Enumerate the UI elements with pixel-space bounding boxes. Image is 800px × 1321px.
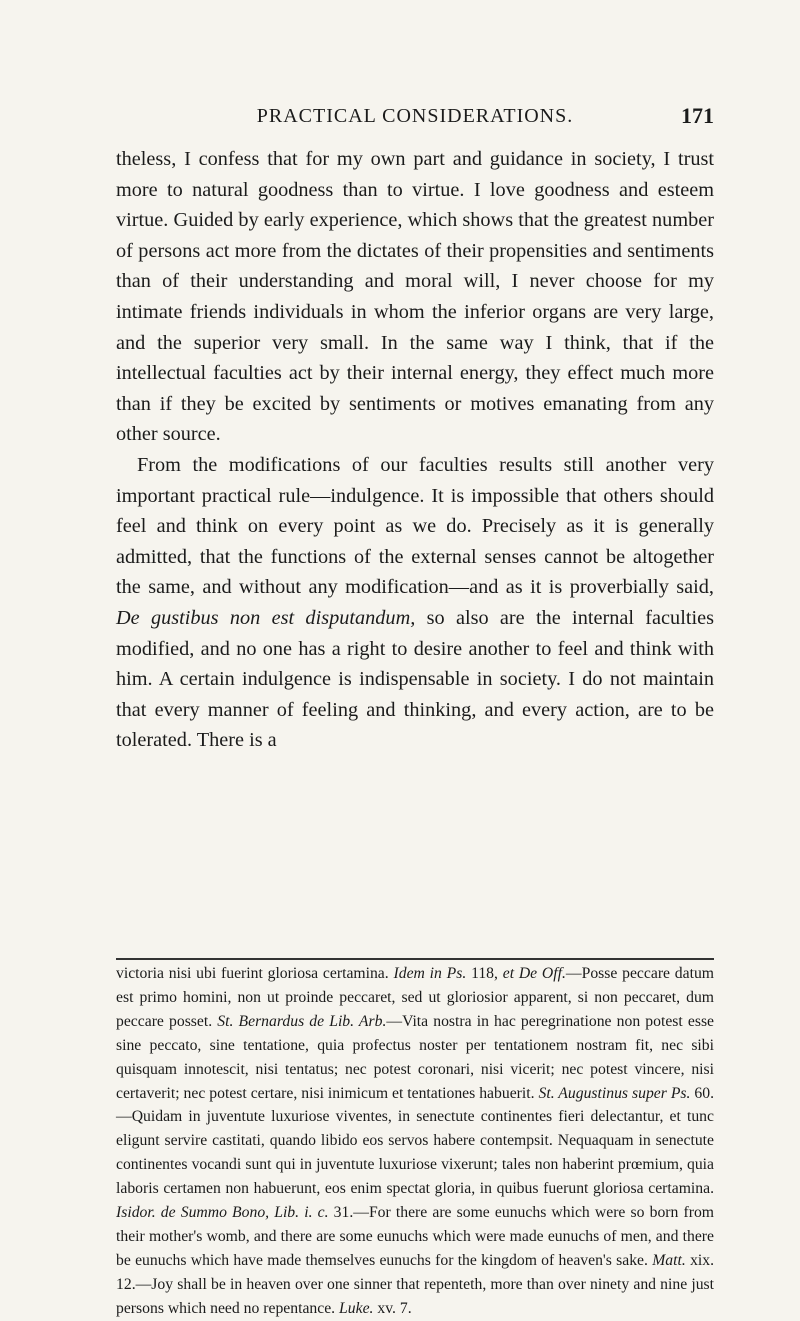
footnote-reference: et De Off.	[502, 965, 566, 982]
footnote-divider	[116, 958, 714, 960]
footnote-reference: Idem in Ps.	[393, 965, 467, 982]
latin-proverb: De gustibus non est disputandum,	[116, 606, 416, 629]
footnote-segment: —Vita nostra in hac peregrinatione non potest esse sine peccato, sine tentatione, quia profectus noster per tentationem nostram fit, nec sibi quisquam innotescit, nisi tentatus; nec potest coronari, nisi vicerit; nec potest vincere, nisi certaverit; nec potest certare, nisi inimicum et tentationes habuerit.	[116, 1012, 715, 1102]
footnote-segment: —Posse peccare datum est primo homini, non ut proinde peccaret, sed ut gloriosior apparent, si non peccaret, dum peccare posset.	[116, 965, 715, 1030]
footnote	[116, 962, 714, 1321]
footnote-reference: St. Augustinus super Ps.	[538, 1084, 691, 1102]
paragraph-2-part-a: From the modifications of our faculties results still another very important practical rule—indulgence. It is impossible that others should feel and think on every point as we do. Precisely as it is generally admitted, that the functions of the external senses cannot be altogether the same, and without any modification—and as it is proverbially said,	[116, 453, 714, 599]
footnote-segment: 118,	[471, 965, 498, 982]
footnote-reference: Isidor. de Summo Bono, Lib. i. c.	[116, 1204, 329, 1222]
page-header	[116, 103, 714, 133]
footnote-reference: Matt.	[652, 1251, 686, 1269]
page-number: 171	[681, 103, 714, 128]
footnote-reference: St. Bernardus de Lib. Arb.	[217, 1012, 387, 1030]
footnote-segment: 60.—Quidam in juventute luxuriose viventes, in senectute continentes fieri delectantur, et tunc eligunt servire castitati, quando libido eos servos habere contempsit. Nequaquam in senectute continentes vocandi sunt qui in juventute luxuriose vixerunt; tales non haberint prœmium, quia laboris certamen non habuerunt, eos enim spectat gloria, in quibus fuerunt gloriosa certamina.	[116, 1084, 715, 1198]
body-text	[116, 144, 714, 756]
footnote-segment: xix. 12.—Joy shall be in heaven over one sinner that repenteth, more than over ninety and nine just persons which need no repentance.	[116, 1251, 715, 1317]
footnote-text	[116, 962, 714, 1321]
footnote-segment: xv. 7.	[377, 1299, 412, 1317]
running-head: PRACTICAL CONSIDERATIONS.	[256, 105, 574, 127]
paragraph-2	[116, 450, 714, 756]
paragraph-2-part-b: so also are the internal faculties modified, and no one has a right to desire another to feel and think with him. A certain indulgence is indispensable in society. I do not maintain that every manner of feeling and thinking, and every action, are to be tolerated. There is a	[116, 606, 714, 752]
footnote-reference: Luke.	[339, 1299, 374, 1317]
footnote-segment: 31.—For there are some eunuchs which were so born from their mother's womb, and there are some eunuchs which were made eunuchs of men, and there be eunuchs which have made themselves eunuchs for the kingdom of heaven's sake.	[116, 1204, 714, 1269]
footnote-segment: victoria nisi ubi fuerint gloriosa certamina.	[116, 965, 389, 982]
paragraph-1: theless, I confess that for my own part and guidance in society, I trust more to natural goodness than to virtue. I love goodness and esteem virtue. Guided by early experience, which shows that the greatest number of persons act more from the dictates of their propensities and sentiments than of their understanding and moral will, I never choose for my intimate friends individuals in whom the inferior organs are very large, and the superior very small. In the same way I think, that if the intellectual faculties act by their internal energy, they effect much more than if they be excited by sentiments or motives emanating from any other source.	[116, 148, 714, 446]
